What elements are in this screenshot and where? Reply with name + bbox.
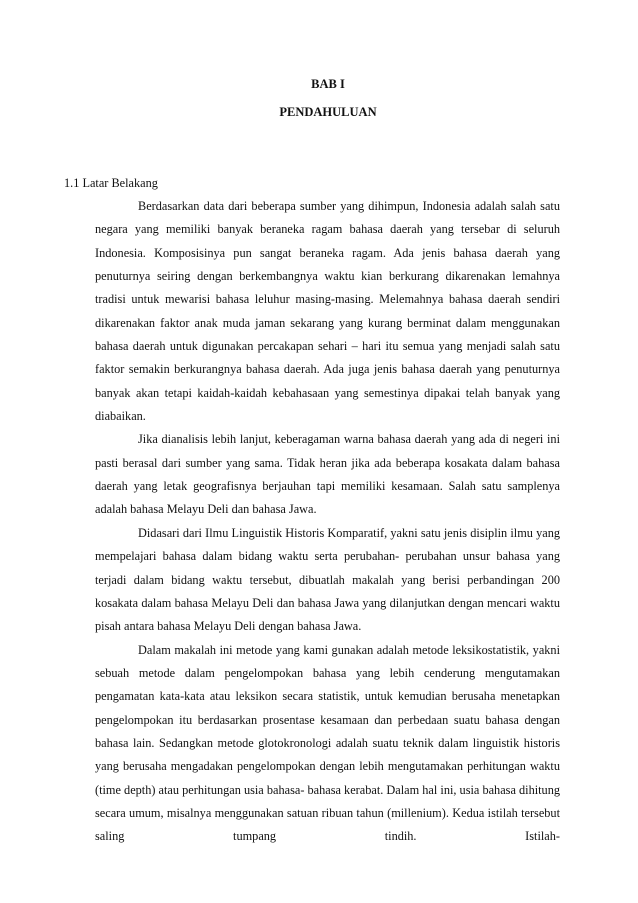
chapter-title: PENDAHULUAN	[279, 105, 377, 119]
paragraph-1: Berdasarkan data dari beberapa sumber yang dihimpun, Indonesia adalah salah satu negara yang memiliki banyak beraneka ragam bahasa daerah yang tersebar di seluruh Indonesia. Komposisinya pun sangat beraneka ragam. Ada jenis bahasa daerah yang penuturnya seiring dengan berkembangnya waktu kian berkurang dikarenakan lemahnya tradisi untuk mewarisi bahasa leluhur masing-masing. Melemahnya bahasa daerah sendiri dikarenakan faktor anak muda jaman sekarang yang kurang berminat dalam menggunakan bahasa daerah untuk digunakan percakapan sehari – hari itu semua yang menjadi salah satu faktor semakin berkurangnya bahasa daerah. Ada juga jenis bahasa daerah yang penuturnya banyak akan tetapi kaidah-kaidah kebahasaan yang semestinya dipakai telah banyak yang diabaikan.	[95, 199, 560, 424]
section-heading: 1.1 Latar Belakang	[64, 176, 158, 190]
paragraph-3: Didasari dari Ilmu Linguistik Historis Komparatif, yakni satu jenis disiplin ilmu yang mempelajari bahasa dalam bidang waktu serta perubahan- perubahan unsur bahasa yang terjadi dalam bidang waktu tersebut, dibuatlah makalah yang berisi perbandingan 200 kosakata dalam bahasa Melayu Deli dan bahasa Jawa yang dilanjutkan dengan mencari waktu pisah antara bahasa Melayu Deli dengan bahasa Jawa.	[95, 525, 560, 634]
paragraph-4: Dalam makalah ini metode yang kami gunakan adalah metode leksikostatistik, yakni sebuah metode dalam pengelompokan bahasa yang lebih cenderung mengutamakan pengamatan kata-kata atau leksikon secara statistik, untuk kemudian berusaha menetapkan pengelompokan itu berdasarkan prosentase kesamaan dan perbedaan suatu bahasa dengan bahasa lain. Sedangkan metode glotokronologi adalah suatu teknik dalam linguistik historis yang berusaha mengadakan pengelompokan dengan lebih mengutamakan perhitungan waktu (time depth) atau perhitungan usia bahasa- bahasa kerabat. Dalam hal ini, usia bahasa dihitung secara umum, misalnya menggunakan satuan ribuan tahun (millenium). Kedua istilah tersebut saling tumpang tindih. Istilah-	[95, 642, 560, 844]
chapter-number: BAB I	[311, 77, 345, 91]
paragraph-2: Jika dianalisis lebih lanjut, keberagaman warna bahasa daerah yang ada di negeri ini pasti berasal dari sumber yang sama. Tidak heran jika ada beberapa kosakata dalam bahasa daerah yang letak geografisnya berjauhan tapi memiliki kesamaan. Salah satu samplenya adalah bahasa Melayu Deli dan bahasa Jawa.	[95, 432, 560, 517]
body-text	[95, 195, 560, 849]
